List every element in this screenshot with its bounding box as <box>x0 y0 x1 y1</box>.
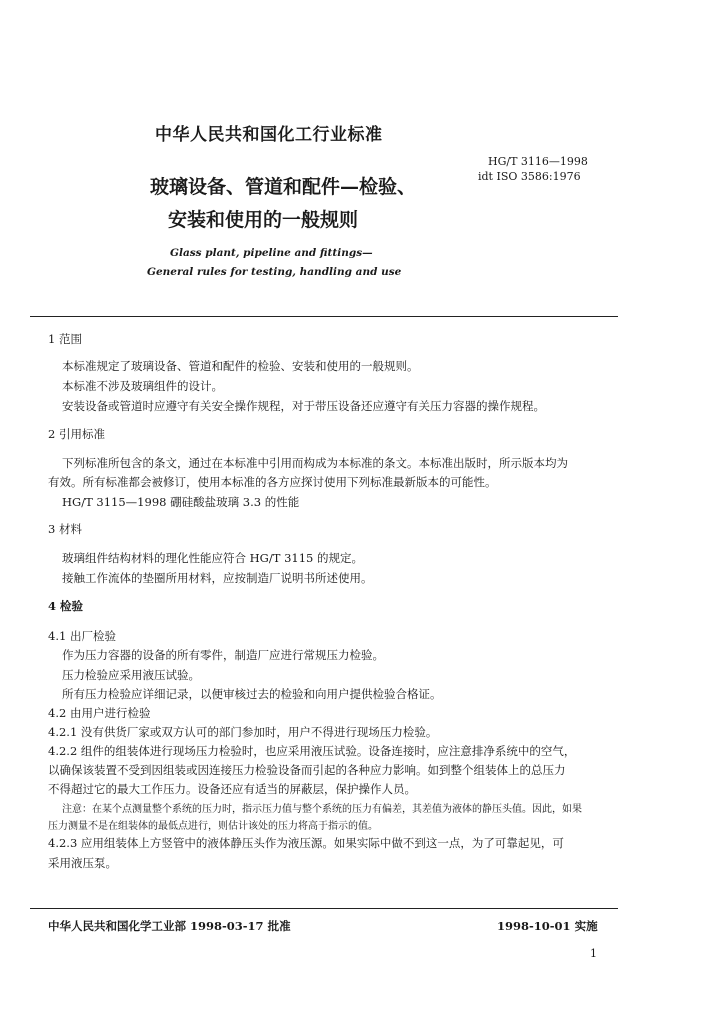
section-4-2-3-line: 4.2.3 应用组装体上方竖管中的液体静压头作为液压源。如果实际中做不到这一点，为了可靠起见，可 <box>48 836 564 850</box>
section-3-heading: 3 材料 <box>48 522 82 536</box>
section-4-2-heading: 4.2 由用户进行检验 <box>48 706 151 720</box>
section-1-line: 安装设备或管道时应遵守有关安全操作规程，对于带压设备还应遵守有关压力容器的操作规程。 <box>62 399 545 413</box>
section-2-reference: HG/T 3115—1998 硼硅酸盐玻璃 3.3 的性能 <box>62 495 300 509</box>
section-4-1-heading: 4.1 出厂检验 <box>48 629 116 643</box>
header-divider <box>30 316 618 317</box>
english-title-line1: Glass plant, pipeline and fittings— <box>170 247 373 259</box>
document-title-line1: 玻璃设备、管道和配件—检验、 <box>150 176 417 198</box>
section-3-line: 玻璃组件结构材料的理化性能应符合 HG/T 3115 的规定。 <box>62 551 363 565</box>
page-number: 1 <box>590 947 597 960</box>
section-4-1-line: 作为压力容器的设备的所有零件，制造厂应进行常规压力检验。 <box>62 648 384 662</box>
section-4-2-3-line: 采用液压泵。 <box>48 856 117 870</box>
note-line: 压力测量不是在组装体的最低点进行，则估计该处的压力将高于指示的值。 <box>48 821 378 832</box>
section-4-2-2-line: 不得超过它的最大工作压力。设备还应有适当的屏蔽层，保护操作人员。 <box>48 782 416 796</box>
section-1-line: 本标准不涉及玻璃组件的设计。 <box>62 379 223 393</box>
standard-code: HG/T 3116—1998 <box>488 155 588 168</box>
section-2-heading: 2 引用标准 <box>48 427 105 441</box>
section-2-line: 下列标准所包含的条文，通过在本标准中引用而构成为本标准的条文。本标准出版时，所示版本均为 <box>62 456 568 470</box>
standard-org-title: 中华人民共和国化工行业标准 <box>155 125 383 145</box>
footer-divider <box>30 908 618 909</box>
section-4-2-2-line: 以确保该装置不受到因组装或因连接压力检验设备而引起的各种应力影响。如到整个组装体上的总压力 <box>48 763 566 777</box>
approval-line: 中华人民共和国化学工业部 1998-03-17 批准 <box>48 919 291 933</box>
section-2-line: 有效。所有标准都会被修订，使用本标准的各方应探讨使用下列标准最新版本的可能性。 <box>48 475 497 489</box>
section-4-2-1: 4.2.1 没有供货厂家或双方认可的部门参加时，用户不得进行现场压力检验。 <box>48 725 438 739</box>
section-4-1-line: 压力检验应采用液压试验。 <box>62 668 200 682</box>
english-title-line2: General rules for testing, handling and use <box>147 266 402 278</box>
section-1-heading: 1 范围 <box>48 332 82 346</box>
implementation-date: 1998-10-01 实施 <box>497 919 598 933</box>
standard-idt: idt ISO 3586:1976 <box>478 170 581 183</box>
section-4-heading: 4 检验 <box>48 599 84 613</box>
section-3-line: 接触工作流体的垫圈所用材料，应按制造厂说明书所述使用。 <box>62 571 373 585</box>
note-line: 注意：在某个点测量整个系统的压力时，指示压力值与整个系统的压力有偏差，其差值为液体的静压头值。因此，如果 <box>62 804 582 815</box>
section-4-1-line: 所有压力检验应详细记录，以便审核过去的检验和向用户提供检验合格证。 <box>62 687 442 701</box>
section-4-2-2-line: 4.2.2 组件的组装体进行现场压力检验时，也应采用液压试验。设备连接时，应注意排净系统中的空气， <box>48 744 576 758</box>
document-title-line2: 安装和使用的一般规则 <box>168 209 359 231</box>
section-1-line: 本标准规定了玻璃设备、管道和配件的检验、安装和使用的一般规则。 <box>62 359 419 373</box>
